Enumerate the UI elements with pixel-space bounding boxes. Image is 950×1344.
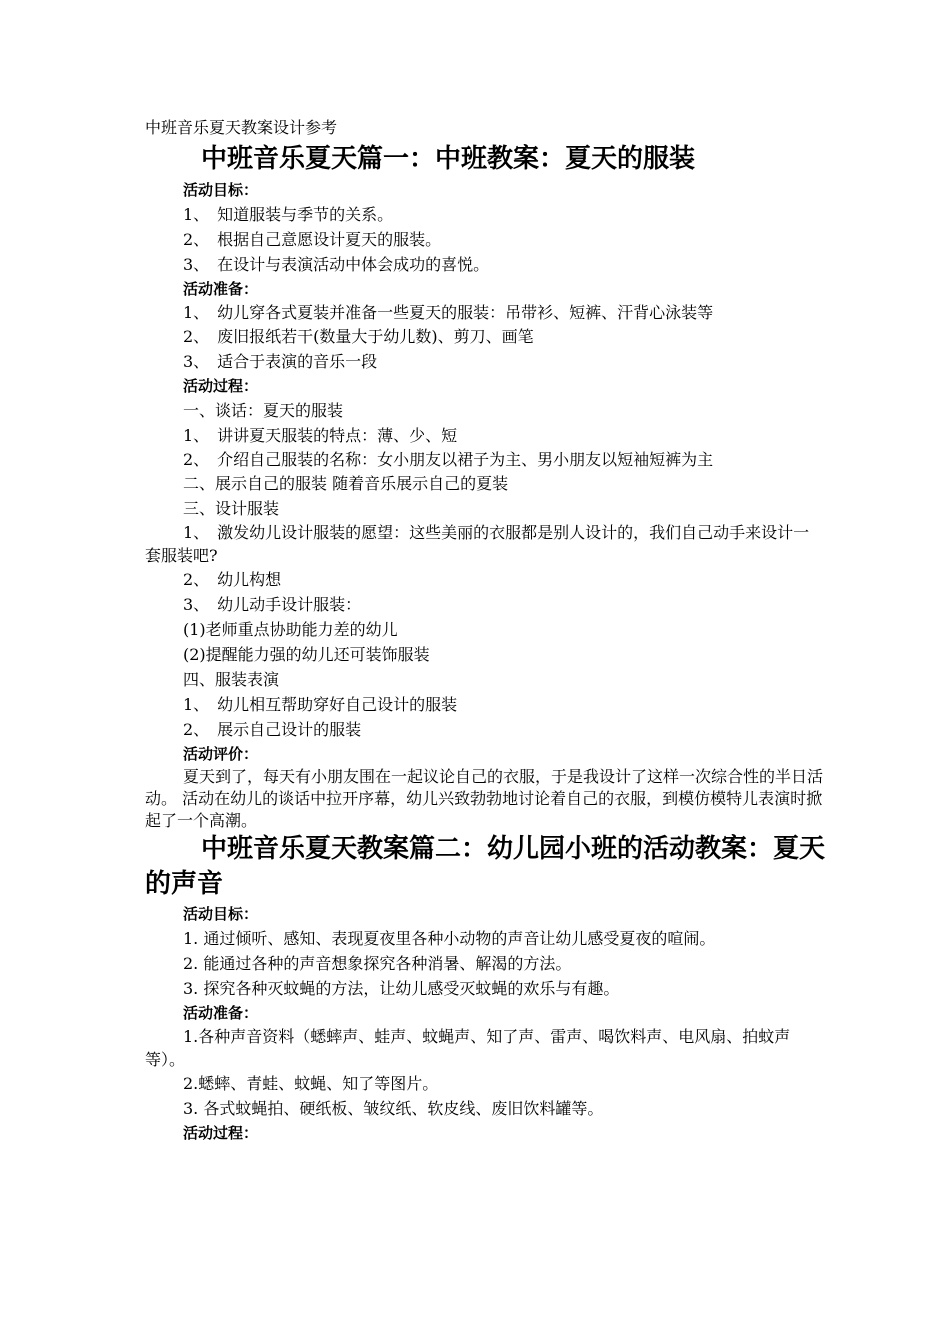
section2-process-label: 活动过程： [183,1124,259,1142]
section1-process-item: 3、 幼儿动手设计服装： [183,595,362,614]
section2-prep-label: 活动准备： [183,1004,259,1022]
section1-goal-item: 2、 根据自己意愿设计夏天的服装。 [183,230,442,249]
section2-goals-label: 活动目标： [183,905,259,923]
section1-process-label: 活动过程： [183,377,259,395]
section1-process-item: 1、 讲讲夏天服装的特点：薄、少、短 [183,426,458,445]
section2-goal-item: 1. 通过倾听、感知、表现夏夜里各种小动物的声音让幼儿感受夏夜的喧闹。 [183,929,716,948]
section1-prep-item: 1、 幼儿穿各式夏装并准备一些夏天的服装：吊带衫、短裤、汗背心泳装等 [183,303,714,322]
section1-process-item: 1、 幼儿相互帮助穿好自己设计的服装 [183,695,458,714]
section1-process-item: 2、 展示自己设计的服装 [183,720,362,739]
section1-goals-label: 活动目标： [183,181,259,199]
section1-process-item: 2、 介绍自己服装的名称：女小朋友以裙子为主、男小朋友以短袖短裤为主 [183,450,714,469]
section1-process-item: (1)老师重点协助能力差的幼儿 [183,620,398,639]
section1-prep-item: 2、 废旧报纸若干(数量大于幼儿数)、剪刀、画笔 [183,327,534,346]
section1-prep-label: 活动准备： [183,280,259,298]
section2-prep-item: 1.各种声音资料（蟋蟀声、蛙声、蚊蝇声、知了声、雷声、喝饮料声、电风扇、拍蚊声等）。 [145,1027,791,1069]
document-title: 中班音乐夏天教案设计参考 [145,118,338,137]
section1-process-item: 1、 激发幼儿设计服装的愿望：这些美丽的衣服都是别人设计的，我们自己动手来设计一套服装吧? [145,523,810,565]
section1-eval-label: 活动评价： [183,745,259,763]
section1-goal-item: 3、 在设计与表演活动中体会成功的喜悦。 [183,255,490,274]
section1-goal-item: 1、 知道服装与季节的关系。 [183,205,394,224]
section2-prep-item: 3. 各式蚊蝇拍、硬纸板、皱纹纸、软皮线、废旧饮料罐等。 [183,1099,604,1118]
section2-goal-item: 3. 探究各种灭蚊蝇的方法，让幼儿感受灭蚊蝇的欢乐与有趣。 [183,979,620,998]
section1-eval-text: 夏天到了，每天有小朋友围在一起议论自己的衣服，于是我设计了这样一次综合性的半日活动。 活动在幼儿的谈话中拉开序幕，幼儿兴致勃勃地讨论着自己的衣服，到模仿模特儿表演时掀起了一个高潮。 [145,767,824,830]
section1-process-item: 二、展示自己的服装 随着音乐展示自己的夏装 [183,474,509,493]
section1-process-item: 一、谈话：夏天的服装 [183,401,344,420]
section1-process-item: (2)提醒能力强的幼儿还可装饰服装 [183,645,430,664]
section1-prep-item: 3、 适合于表演的音乐一段 [183,352,378,371]
document-page [145,116,825,1145]
section1-process-item: 三、设计服装 [183,499,280,518]
section2-heading: 中班音乐夏天教案篇二：幼儿园小班的活动教案：夏天的声音 [145,834,826,899]
section2-goal-item: 2. 能通过各种的声音想象探究各种消暑、解渴的方法。 [183,954,572,973]
section1-process-item: 四、服装表演 [183,670,280,689]
section1-process-item: 2、 幼儿构想 [183,570,282,589]
section1-heading: 中班音乐夏天篇一：中班教案：夏天的服装 [201,144,696,174]
section2-prep-item: 2.蟋蟀、青蛙、蚊蝇、知了等图片。 [183,1074,439,1093]
